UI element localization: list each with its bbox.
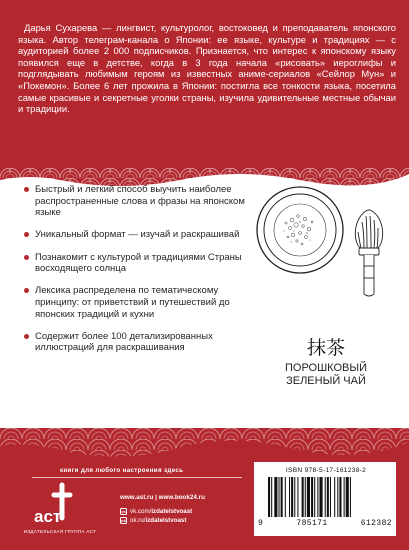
- ok-icon: ok: [121, 518, 126, 523]
- barcode-bar: [325, 477, 326, 517]
- matcha-bowl-and-whisk-icon: [250, 182, 398, 302]
- tagline-divider: [32, 477, 242, 478]
- social-prefix: vk.com/: [130, 508, 152, 515]
- barcode-bar: [297, 477, 298, 517]
- ast-logo-letters: аст: [34, 507, 62, 526]
- social-link-vk[interactable]: [120, 507, 250, 516]
- barcode-bar: [268, 477, 270, 517]
- barcode-bar: [339, 477, 341, 517]
- vk-icon: vk: [121, 509, 126, 514]
- barcode-bar: [285, 477, 286, 517]
- feature-text: Познакомит с культурой и традициями Страны восходящего солнца: [35, 251, 242, 275]
- barcode-bar: [337, 477, 338, 517]
- social-handle: izdatelstvoast: [151, 508, 193, 515]
- barcode-bar: [346, 477, 349, 517]
- barcode-bar: [289, 477, 290, 517]
- tea-bowl-icon: [257, 187, 343, 273]
- publisher-name: ИЗДАТЕЛЬСКАЯ ГРУППА АСТ: [23, 529, 97, 534]
- feature-list: [24, 184, 246, 354]
- ast-logo: [32, 482, 80, 526]
- barcode-bar: [319, 477, 322, 517]
- bullet-dot-icon: [24, 232, 29, 237]
- caption-line: ЗЕЛЕНЫЙ ЧАЙ: [286, 375, 366, 387]
- barcode-bar: [291, 477, 293, 517]
- social-link-ok[interactable]: [120, 516, 250, 525]
- feature-text: Лексика распределена по тематическому принципу: от приветствий и путешествий до японских традиций и кухни: [35, 285, 230, 320]
- barcode-bar: [305, 477, 306, 517]
- barcode-bar: [271, 477, 272, 517]
- barcode-bar: [317, 477, 318, 517]
- barcode-bar: [281, 477, 283, 517]
- barcode-digit-group: 612382: [360, 519, 392, 528]
- barcode-bar: [314, 477, 315, 517]
- isbn: ISBN 978-5-17-161238-2: [285, 467, 367, 474]
- website-links[interactable]: www.ast.ru | www.book24.ru: [120, 494, 205, 501]
- social-handle: izdatelstvoast: [145, 517, 187, 524]
- barcode-digit-group: 785171: [296, 519, 328, 528]
- barcode-bar: [311, 477, 313, 517]
- feature-item: [24, 184, 246, 219]
- bamboo-whisk-icon: [355, 210, 382, 296]
- feature-text: Уникальный формат — изучай и раскрашивай: [35, 229, 240, 241]
- barcode-bar: [327, 477, 329, 517]
- barcode-bar: [350, 477, 351, 517]
- social-links: [120, 507, 250, 525]
- barcode-icon: [266, 477, 384, 517]
- author-bio-band: [0, 0, 409, 168]
- feature-text: Содержит более 100 детализированных иллюстраций для раскрашивания: [35, 330, 213, 354]
- barcode-bar: [334, 477, 335, 517]
- feature-item: [24, 285, 246, 320]
- barcode-bar: [302, 477, 304, 517]
- bullet-dot-icon: [24, 334, 29, 339]
- feature-item: [24, 229, 246, 241]
- feature-item: [24, 252, 246, 275]
- caption-line: ПОРОШКОВЫЙ: [284, 362, 368, 374]
- barcode-digit-group: 9: [258, 519, 264, 528]
- barcode-bar: [279, 477, 280, 517]
- barcode-bar: [274, 477, 277, 517]
- illustration-caption: [258, 362, 394, 388]
- social-prefix: ok.ru/: [130, 517, 146, 524]
- barcode-bar: [307, 477, 310, 517]
- bullet-dot-icon: [24, 187, 29, 192]
- feature-text: Быстрый и легкий способ выучить наиболее распространенные слова и фразы на японском языке: [35, 184, 245, 219]
- barcode-digits: [258, 519, 392, 528]
- bullet-dot-icon: [24, 255, 29, 260]
- barcode-bar: [330, 477, 331, 517]
- barcode-bar: [294, 477, 295, 517]
- barcode-bar: [344, 477, 345, 517]
- kanji-matcha: 抹茶: [306, 337, 345, 359]
- bullet-dot-icon: [24, 288, 29, 293]
- author-bio: Дарья Сухарева — лингвист, культуролог, востоковед и преподаватель японского языка. Автор телеграм-канала о Японии: ее языке, культуре и традициях — с аудиторией более 2 000 подписчиков. Признается, что интерес к японскому языку появился еще в детстве, когда в 3 года начала «рисовать» иероглифы и подглядывать любимым героям из известных аниме-сериалов «Сейлор Мун» и «Покемон». Более 6 лет прожила в Японии: постигла все тонкости языка, посетила самые красивые и секретные уголки страны, изучила удивительные местные обычаи и традиции.: [18, 22, 396, 115]
- feature-item: [24, 331, 246, 354]
- tagline: книги для любого настроения здесь: [60, 467, 184, 474]
